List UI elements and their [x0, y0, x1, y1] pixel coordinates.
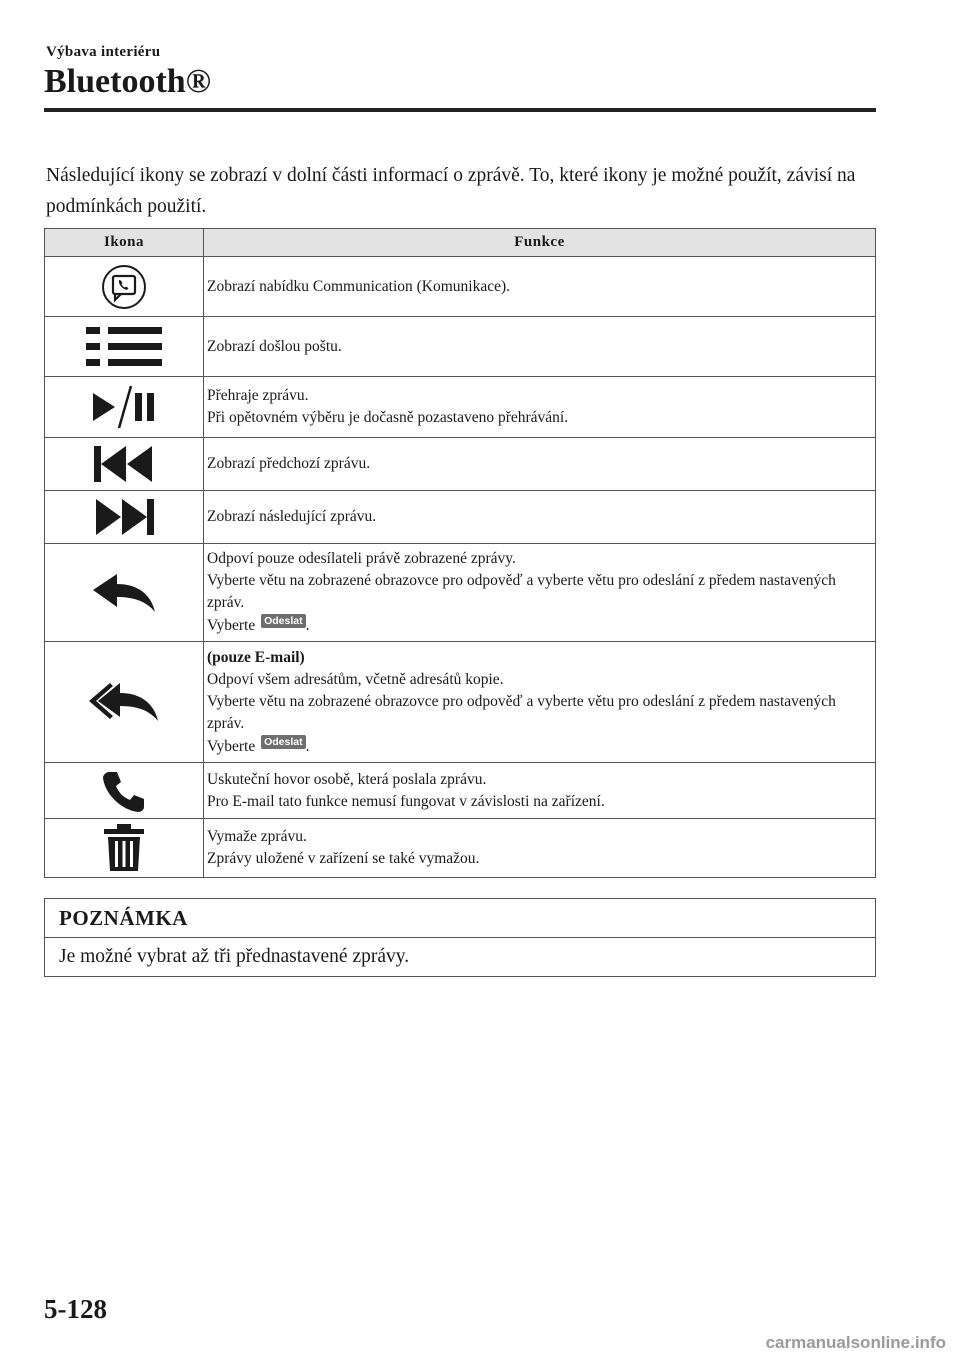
- function-text: Zprávy uložené v zařízení se také vymažou.: [207, 850, 480, 867]
- section-label: Výbava interiéru: [46, 44, 161, 60]
- note-box: [44, 898, 876, 977]
- next-icon: [92, 497, 156, 537]
- icon-function-table: [44, 228, 876, 878]
- note-title: POZNÁMKA: [45, 899, 875, 938]
- table-row: [45, 763, 876, 819]
- note-text: Je možné vybrat až tři přednastavené zprávy.: [59, 946, 410, 967]
- select-instruction: Vyberte Odeslat .: [207, 615, 310, 634]
- select-instruction: Vyberte Odeslat .: [207, 735, 310, 755]
- function-text: Přehraje zprávu.: [207, 387, 309, 404]
- function-text: Uskuteční hovor osobě, která poslala zprávu.: [207, 770, 487, 788]
- table-row: [45, 377, 876, 438]
- function-text: Při opětovném výběru je dočasně pozastaveno přehrávání.: [207, 409, 569, 426]
- page-title: Bluetooth®: [44, 63, 212, 100]
- function-text: Zobrazí nabídku Communication (Komunikace).: [207, 277, 511, 295]
- previous-icon: [92, 444, 156, 484]
- function-text: Pro E-mail tato funkce nemusí fungovat v závislosti na zařízení.: [207, 792, 605, 810]
- function-text: Zobrazí předchozí zprávu.: [207, 455, 371, 472]
- table-row: [45, 438, 876, 491]
- function-text: Odpoví všem adresátům, včetně adresátů kopie.: [207, 670, 504, 688]
- list-icon: [84, 325, 164, 369]
- function-heading: (pouze E-mail): [207, 648, 305, 666]
- function-text: Odpoví pouze odesílateli právě zobrazené zprávy.: [207, 550, 516, 567]
- reply-all-icon: [86, 677, 162, 727]
- column-header-function: Funkce: [204, 229, 876, 257]
- trash-icon: [102, 823, 146, 873]
- table-header-row: [45, 229, 876, 257]
- title-rule: [44, 108, 876, 112]
- function-text: Vymaže zprávu.: [207, 828, 307, 845]
- send-button-graphic: Odeslat: [261, 735, 306, 749]
- function-text: Vyberte větu na zobrazené obrazovce pro odpověď a vyberte větu pro odeslání z předem nastavených zpráv.: [207, 692, 836, 732]
- play-pause-icon: [89, 384, 159, 430]
- reply-icon: [89, 570, 159, 616]
- table-row: [45, 257, 876, 317]
- function-text: Zobrazí následující zprávu.: [207, 508, 377, 525]
- watermark: carmanualsonline.info: [765, 1333, 946, 1352]
- table-row: [45, 544, 876, 642]
- table-row: [45, 642, 876, 763]
- function-text: Vyberte větu na zobrazené obrazovce pro odpověď a vyberte větu pro odeslání z předem nastavených zpráv.: [207, 572, 836, 611]
- table-row: [45, 819, 876, 878]
- intro-paragraph: Následující ikony se zobrazí v dolní části informací o zprávě. To, které ikony je možné použít, závisí na podmínkách použití.: [46, 165, 856, 217]
- column-header-icon: Ikona: [45, 229, 204, 257]
- phone-icon: [101, 768, 147, 814]
- send-button-graphic: Odeslat: [261, 614, 306, 628]
- function-text: Zobrazí došlou poštu.: [207, 337, 342, 355]
- table-row: [45, 317, 876, 377]
- communication-icon: [99, 262, 149, 312]
- page-number: 5-128: [44, 1294, 107, 1324]
- table-row: [45, 491, 876, 544]
